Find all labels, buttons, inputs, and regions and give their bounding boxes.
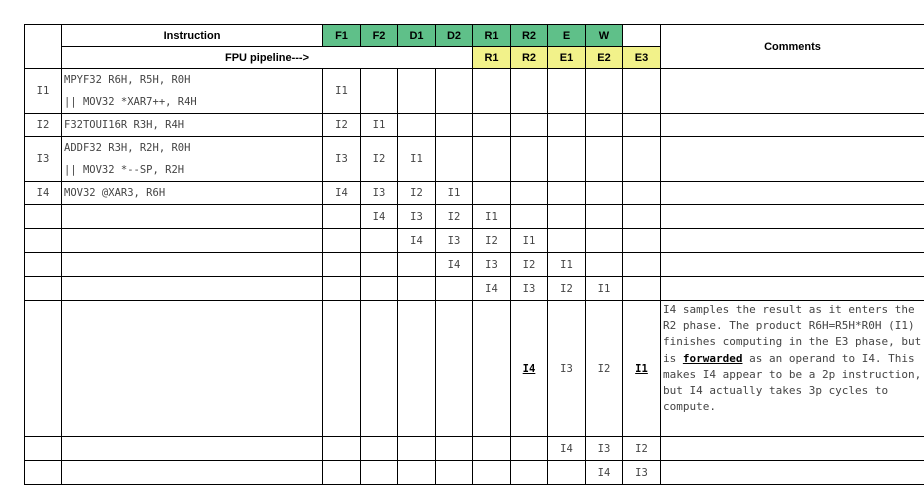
stage-cell [323, 277, 361, 301]
table-row [25, 437, 924, 461]
table-row [25, 69, 924, 114]
stage-cell [473, 461, 511, 485]
stage-cell-value: I4 [522, 362, 536, 375]
stage-cell [436, 114, 473, 137]
stage-cell [361, 253, 398, 277]
comment-cell [661, 114, 924, 137]
stage-cell [398, 69, 436, 114]
stage-cell [473, 229, 511, 253]
fpu-header-e2: E2 [586, 47, 623, 69]
stage-cell-value: I4 [447, 258, 461, 271]
stage-header-w: W [586, 25, 623, 47]
comment-cell [661, 182, 924, 205]
stage-cell-value: I1 [447, 187, 461, 199]
stage-cell [473, 114, 511, 137]
stage-cell [473, 301, 511, 437]
stage-cell-value: I4 [597, 466, 611, 479]
stage-cell [398, 437, 436, 461]
row-id-cell [25, 253, 62, 277]
stage-cell [436, 301, 473, 437]
stage-cell [473, 437, 511, 461]
stage-cell [436, 182, 473, 205]
instruction-header: Instruction [62, 25, 323, 47]
stage-cell [511, 69, 548, 114]
stage-cell-value: I2 [597, 362, 611, 375]
stage-cell [323, 301, 361, 437]
stage-cell [623, 461, 661, 485]
stage-cell [548, 461, 586, 485]
stage-cell-value: I2 [522, 258, 536, 271]
stage-cell [623, 114, 661, 137]
stage-cell [361, 277, 398, 301]
comments-header: Comments [661, 25, 924, 69]
instruction-cell [62, 69, 323, 114]
table-row [25, 229, 924, 253]
stage-cell [436, 437, 473, 461]
instruction-cell [62, 277, 323, 301]
table-row [25, 301, 924, 437]
stage-header-f1: F1 [323, 25, 361, 47]
stage-cell-value: I4 [335, 187, 348, 199]
stage-cell [361, 137, 398, 182]
stage-cell [586, 69, 623, 114]
stage-cell-value: I3 [410, 210, 423, 223]
stage-cell [323, 182, 361, 205]
fpu-pipeline-label: FPU pipeline---> [62, 47, 473, 69]
stage-cell [361, 229, 398, 253]
stage-cell [586, 114, 623, 137]
table-row [25, 461, 924, 485]
stage-cell [473, 277, 511, 301]
stage-cell [473, 253, 511, 277]
header-row-stages [25, 25, 924, 47]
stage-cell [511, 277, 548, 301]
stage-cell [361, 182, 398, 205]
stage-cell-value: I4 [485, 282, 498, 295]
stage-cell [586, 137, 623, 182]
stage-cell [361, 461, 398, 485]
stage-cell [586, 253, 623, 277]
stage-cell [398, 253, 436, 277]
instruction-cell [62, 114, 323, 137]
stage-cell [323, 461, 361, 485]
row-id-cell: I4 [25, 182, 62, 205]
stage-cell-value: I1 [335, 85, 348, 97]
stage-cell-value: I2 [372, 153, 386, 165]
table-row [25, 205, 924, 229]
stage-cell [548, 205, 586, 229]
stage-cell [473, 182, 511, 205]
stage-cell-value: I1 [635, 362, 648, 375]
stage-header-r1: R1 [473, 25, 511, 47]
stage-cell [398, 137, 436, 182]
instruction-cell [62, 182, 323, 205]
stage-header-f2: F2 [361, 25, 398, 47]
stage-cell-value: I1 [410, 153, 423, 165]
row-id-cell [25, 461, 62, 485]
row-id-cell [25, 437, 62, 461]
stage-cell [473, 137, 511, 182]
stage-cell [398, 182, 436, 205]
stage-cell [323, 437, 361, 461]
fpu-header-e3: E3 [623, 47, 661, 69]
comment-cell [661, 461, 924, 485]
stage-header-d1: D1 [398, 25, 436, 47]
stage-cell-value: I1 [522, 234, 536, 247]
stage-cell [623, 137, 661, 182]
stage-cell [548, 69, 586, 114]
instruction-cell [62, 461, 323, 485]
stage-cell [511, 114, 548, 137]
stage-cell [548, 301, 586, 437]
row-id-cell [25, 229, 62, 253]
stage-cell [511, 137, 548, 182]
stage-cell [436, 253, 473, 277]
stage-cell [623, 182, 661, 205]
stage-cell-value: I2 [335, 119, 348, 131]
stage-cell-value: I3 [335, 153, 348, 165]
instruction-line: MPYF32 R6H, R5H, R0H [64, 74, 191, 86]
stage-cell [323, 69, 361, 114]
stage-cell [623, 205, 661, 229]
stage-cell [398, 301, 436, 437]
stage-cell [548, 137, 586, 182]
stage-cell [398, 205, 436, 229]
stage-cell-value: I3 [635, 466, 648, 479]
instruction-cell [62, 205, 323, 229]
comment-cell [661, 437, 924, 461]
stage-header-d2: D2 [436, 25, 473, 47]
stage-cell [323, 114, 361, 137]
stage-cell [623, 253, 661, 277]
stage-cell-value: I2 [635, 442, 648, 455]
row-id-cell [25, 205, 62, 229]
stage-cell [436, 205, 473, 229]
stage-cell [361, 205, 398, 229]
pipeline-table [24, 24, 924, 485]
stage-cell [398, 229, 436, 253]
stage-cell-value: I2 [485, 234, 498, 247]
stage-cell [623, 277, 661, 301]
stage-cell [511, 461, 548, 485]
row-id-cell [25, 301, 62, 437]
stage-cell [586, 461, 623, 485]
comment-cell [661, 277, 924, 301]
stage-cell-value: I1 [372, 119, 386, 131]
stage-cell [586, 301, 623, 437]
stage-cell [473, 205, 511, 229]
stage-cell-value: I1 [485, 210, 498, 223]
stage-cell-value: I4 [410, 234, 423, 247]
stage-cell [548, 182, 586, 205]
stage-cell [361, 437, 398, 461]
stage-cell-value: I2 [410, 187, 423, 199]
stage-cell-value: I1 [560, 258, 573, 271]
stage-cell [623, 437, 661, 461]
stage-cell [473, 69, 511, 114]
stage-cell-value: I3 [597, 442, 611, 455]
comment-cell [661, 229, 924, 253]
stage-cell [511, 301, 548, 437]
stage-cell [511, 205, 548, 229]
comment-cell [661, 69, 924, 114]
stage-cell [548, 437, 586, 461]
fpu-header-r2: R2 [511, 47, 548, 69]
comment-cell [661, 301, 924, 437]
stage-header-r2: R2 [511, 25, 548, 47]
stage-header-e: E [548, 25, 586, 47]
stage-cell [398, 461, 436, 485]
stage-cell [586, 437, 623, 461]
stage-cell [548, 253, 586, 277]
stage-cell [511, 253, 548, 277]
stage-cell [398, 277, 436, 301]
stage-cell [436, 277, 473, 301]
table-row [25, 182, 924, 205]
row-id-cell: I1 [25, 69, 62, 114]
table-row [25, 253, 924, 277]
stage-cell [586, 205, 623, 229]
stage-cell [361, 114, 398, 137]
stage-cell-value: I3 [560, 362, 573, 375]
row-id-cell: I2 [25, 114, 62, 137]
stage-cell [398, 114, 436, 137]
fpu-header-r1: R1 [473, 47, 511, 69]
stage-cell [323, 253, 361, 277]
stage-cell [548, 114, 586, 137]
stage-cell [323, 137, 361, 182]
stage-cell [548, 277, 586, 301]
instruction-line: ADDF32 R3H, R2H, R0H [64, 142, 191, 154]
comment-cell [661, 137, 924, 182]
instruction-cell [62, 229, 323, 253]
instruction-cell [62, 437, 323, 461]
instruction-cell [62, 137, 323, 182]
stage-cell-value: I2 [560, 282, 573, 295]
comment-bold: forwarded [682, 351, 743, 365]
stage-cell [361, 301, 398, 437]
stage-cell [511, 437, 548, 461]
stage-cell [323, 229, 361, 253]
instruction-cell [62, 253, 323, 277]
stage-cell [361, 69, 398, 114]
comment-cell [661, 253, 924, 277]
stage-cell [511, 182, 548, 205]
stage-cell-value: I3 [522, 282, 536, 295]
stage-cell [548, 229, 586, 253]
stage-cell-value: I4 [560, 442, 573, 455]
table-row [25, 114, 924, 137]
stage-cell [623, 229, 661, 253]
instruction-line: F32TOUI16R R3H, R4H [64, 119, 185, 131]
stage-cell-value: I1 [597, 282, 611, 295]
instruction-line: || MOV32 *XAR7++, R4H [64, 96, 197, 108]
fpu-header-e1: E1 [548, 47, 586, 69]
row-id-cell [25, 277, 62, 301]
stage-cell [623, 69, 661, 114]
stage-cell [623, 301, 661, 437]
stage-cell [586, 277, 623, 301]
stage-cell [586, 229, 623, 253]
stage-cell [511, 229, 548, 253]
stage-cell [436, 137, 473, 182]
table-row [25, 277, 924, 301]
stage-cell-value: I3 [372, 187, 386, 199]
stage-cell [323, 205, 361, 229]
stage-cell-value: I3 [485, 258, 498, 271]
id-header [25, 25, 62, 69]
instruction-line: MOV32 @XAR3, R6H [64, 187, 166, 199]
comment-cell [661, 205, 924, 229]
stage-cell [436, 229, 473, 253]
stage-cell [586, 182, 623, 205]
instruction-cell [62, 301, 323, 437]
table-row [25, 137, 924, 182]
stage-cell [436, 69, 473, 114]
stage-cell-value: I3 [447, 234, 461, 247]
stage-cell [436, 461, 473, 485]
row-id-cell: I3 [25, 137, 62, 182]
stage-cell-value: I4 [372, 210, 386, 223]
comment-text-1: I4 samples the result as it enters the R2 phase. The product R6H=R5H*R0H (I1) finishes computing in the E3 phase, but is [663, 303, 922, 365]
comment-text-2: as an operand to I4. This makes I4 appear to be a 2p instruction, but I4 actually takes 3p cycles to compute. [663, 351, 922, 414]
instruction-line: || MOV32 *--SP, R2H [64, 164, 185, 176]
stage-header-blank [623, 25, 661, 47]
stage-cell-value: I2 [447, 210, 461, 223]
